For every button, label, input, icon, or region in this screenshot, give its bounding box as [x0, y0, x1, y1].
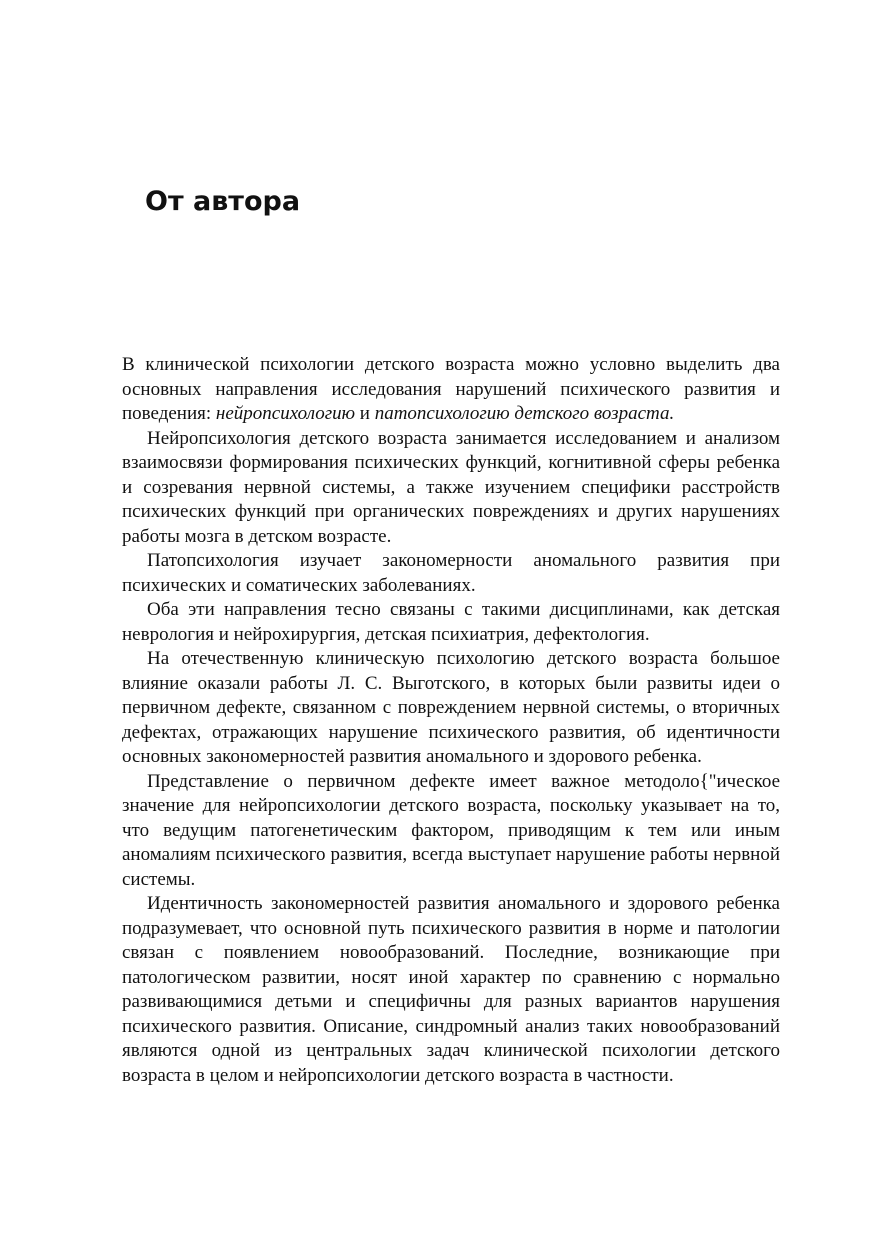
paragraph: Представление о первичном дефекте имеет важное методоло{"ическое значение для нейропсихологии детского возраста, поскольку указывает на то, что ведущим патогенетическим фактором, приводящим к тем или иным аномалиям психического развития, всегда выступает нарушение работы нервной системы. [122, 770, 780, 890]
conjunction-text: и [355, 403, 375, 424]
paragraph: Идентичность закономерностей развития аномального и здорового ребенка подразумевает, что основной путь психического развития в норме и патологии связан с появлением новообразований. Последние, возникающие при патологическом развитии, носят иной характер по сравнению с нормально развивающимися детьми и специфичны для разных вариантов нарушения психического развития. Описание, синдромный анализ таких новообразований являются одной из центральных задач клинической психологии детского возраста в целом и нейропсихологии детского возраста в частности. [122, 893, 780, 1086]
paragraph: На отечественную клиническую психологию детского возраста большое влияние оказали работы Л. С. Выготского, в которых были развиты идеи о первичном дефекте, связанном с повреждением нервной системы, о вторичных дефектах, отражающих нарушение психического развития, об идентичности основных закономерностей развития аномального и здорового ребенка. [122, 648, 780, 767]
paragraph-intro [122, 353, 780, 427]
paragraph-intro-text: В клинической психологии детского возраста можно условно выделить два основных направления исследования нарушений психического развития и поведения: [122, 354, 780, 424]
paragraph: Нейропсихология детского возраста занимается исследованием и анализом взаимосвязи формирования психических функций, когнитивной сферы ребенка и созревания нервной системы, а также изучением специфики расстройств психических функций при органических повреждениях и других нарушениях работы мозга в детском возрасте. [122, 427, 780, 547]
chapter-heading: От автора [145, 186, 301, 217]
paragraph: Патопсихология изучает закономерности аномального развития при психических и соматических заболеваниях. [122, 550, 780, 596]
term-pathopsychology: патопсихологию детского возраста. [374, 403, 675, 424]
body-text [122, 353, 780, 1088]
paragraph: Оба эти направления тесно связаны с такими дисциплинами, как детская неврология и нейрохирургия, детская психиатрия, дефектология. [122, 599, 780, 645]
term-neuropsychology: нейропсихологию [215, 403, 356, 424]
